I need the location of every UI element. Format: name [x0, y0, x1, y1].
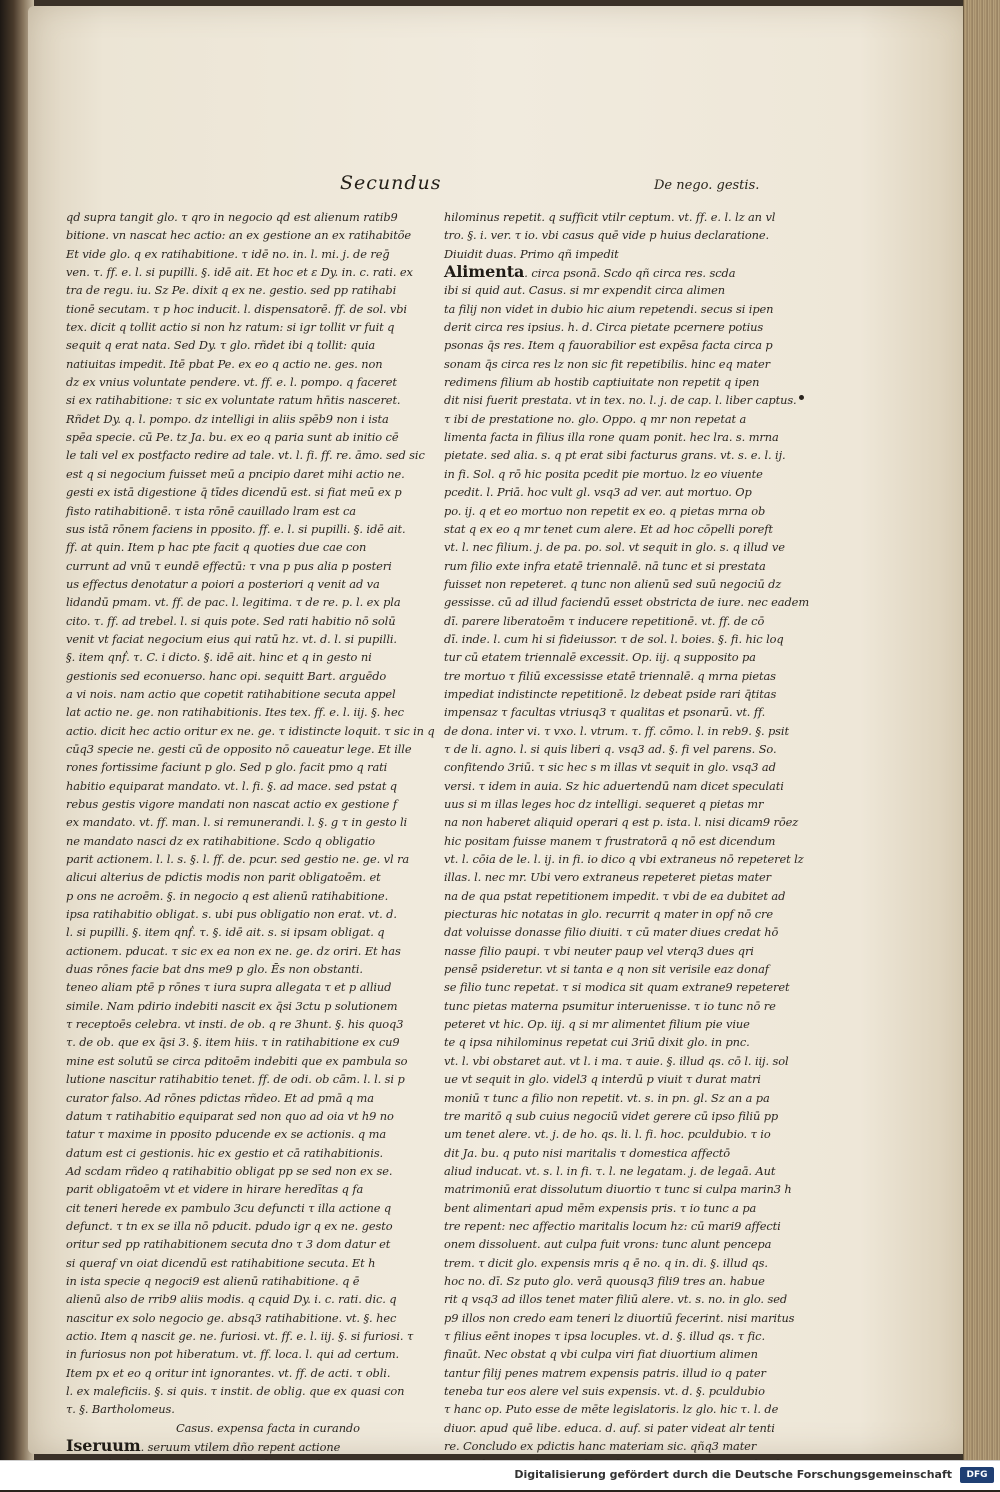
text-line: bent alimentari apud mēm expensis pris. τ io tunc a pa — [444, 1200, 757, 1215]
text-line: matrimoniū erat dissolutum diuortio τ tunc si culpa marin3 h — [444, 1182, 792, 1197]
text-line: stat q ex eo q mr tenet cum alere. Et ad hoc cōpelli poreft — [444, 521, 773, 536]
section-heading-word: Iseruum — [66, 1436, 141, 1456]
text-line: nasse filio paupi. τ vbi neuter paup vel vterq3 dues qri — [444, 943, 754, 958]
text-line: re. Concludo ex pdictis hanc materiam sic. qñq3 mater — [444, 1439, 757, 1454]
text-line: τ filius eēnt inopes τ ipsa locuples. vt. d. §. illud qs. τ fic. — [444, 1328, 765, 1343]
text-line: bitione. vn nascat hec actio: an ex gestione an ex ratihabitõe — [66, 228, 412, 243]
text-line: pensē psideretur. vt si tanta e q non sit verisile eaz donaf — [444, 962, 769, 977]
text-line: habitio equiparat mandato. vt. l. fi. §. ad mace. sed pstat q — [66, 778, 398, 793]
text-line: in fi. Sol. q rō hic posita pcedit pie mortuo. lz eo viuente — [444, 466, 763, 481]
text-line: in ista specie q negoci9 est alienū ratihabitione. q ē — [66, 1273, 360, 1288]
text-line: na de qua pstat repetitionem impedit. τ vbi de ea dubitet ad — [444, 888, 786, 903]
text-line: tionē secutam. τ p hoc inducit. l. dispensatorē. ff. de sol. vbi — [66, 301, 407, 316]
text-line: impediat indistincte repetitionē. lz debeat pside rari q̄titas — [444, 686, 777, 701]
text-line: curator falso. Ad rōnes pdictas rñdeo. Et ad pmā q ma — [66, 1090, 374, 1105]
left-text-column — [66, 208, 435, 1492]
text-line: lidandū pmam. vt. ff. de pac. l. legitima. τ de re. p. l. ex pla — [66, 595, 401, 610]
text-line: currunt ad vnū τ eundē effectū: τ vna p pus alia p posteri — [66, 558, 392, 573]
text-line: rones fortissime faciunt p glo. Sed p glo. facit pmo q rati — [66, 760, 388, 775]
funding-credit: Digitalisierung gefördert durch die Deutsche Forschungsgemeinschaft — [514, 1468, 952, 1481]
text-line: in furiosus non pot hiberatum. vt. ff. loca. l. qui ad certum. — [66, 1347, 400, 1362]
text-line: aliud inducat. vt. s. l. in fi. τ. l. ne legatam. j. de legaā. Aut — [444, 1163, 776, 1178]
text-line: us effectus denotatur a poiori a posteriori q venit ad va — [66, 576, 380, 591]
text-line: confitendo 3riū. τ sic hec s m illas vt sequit in glo. vsq3 ad — [444, 760, 776, 775]
text-line: si ex ratihabitione: τ sic ex voluntate ratum hn̄tis nasceret. — [66, 393, 401, 408]
running-head: Secundus — [340, 172, 442, 194]
text-line: dī. parere liberatoēm τ inducere repetitionē. vt. ff. de cō — [444, 613, 765, 628]
text-line: l. si pupilli. §. item qnḟ. τ. §. idē ait. s. si ipsam obligat. q — [66, 925, 385, 940]
text-line: tantur filij penes matrem expensis patris. illud io q pater — [444, 1365, 766, 1380]
text-line: ne mandato nasci dz ex ratihabitione. Scdo q obligatio — [66, 833, 376, 848]
text-line: se filio tunc repetat. τ si modica sit quam extrane9 repeteret — [444, 980, 790, 995]
text-line: Alimenta. circa psonā. Scdo qñ circa res. scda — [444, 262, 736, 282]
text-line: ipsa ratihabitio obligat. s. ubi pus obligatio non erat. vt. d. — [66, 907, 397, 922]
text-line: rit q vsq3 ad illos tenet mater filiū alere. vt. s. no. in glo. sed — [444, 1292, 788, 1307]
text-line: tre maritō q sub cuius negociū videt gerere cū ipso filiū pp — [444, 1108, 779, 1123]
text-line: pietate. sed alia. s. q pt erat sibi facturus grans. vt. s. e. l. ij. — [444, 448, 786, 463]
text-line: est q si negocium fuisset meū a pncipio daret mihi actio ne. — [66, 466, 405, 481]
text-line: gestionis sed econuerso. hanc opi. sequitt Bart. arguēdo — [66, 668, 387, 683]
text-line: datum τ ratihabitio equiparat sed non quo ad oia vt h9 no — [66, 1108, 394, 1123]
text-line: tunc pietas materna psumitur interuenisse. τ io tunc nō re — [444, 998, 776, 1013]
text-line: spēa specie. cū Pe. tz Ja. bu. ex eo q paria sunt ab initio cē — [66, 430, 399, 445]
ink-spot — [799, 395, 804, 400]
text-line: τ. de ob. que ex q̄si 3. §. item hiis. τ in ratihabitione ex cu9 — [66, 1035, 400, 1050]
text-line: natiuitas impedit. Itē pbat Pe. ex eo q actio ne. ges. non — [66, 356, 383, 371]
text-line: gesti ex istā digestione q̄ tīdes dicendū est. si fiat meū ex p — [66, 485, 402, 500]
text-line: nascitur ex solo negocio ge. absq3 ratihabitione. vt. §. hec — [66, 1310, 397, 1325]
text-line: uus si m illas leges hoc dz intelligi. sequeret q pietas mr — [444, 797, 764, 811]
text-line: ibi si quid aut. Casus. si mr expendit circa alimen — [444, 283, 725, 298]
text-line: Ad scdam rñdeo q ratihabitio obligat pp se sed non ex se. — [66, 1163, 393, 1178]
text-line: ue vt sequit in glo. videl3 q interdū p viuit τ durat matri — [444, 1072, 761, 1087]
text-line: alicui alterius de pdictis modis non parit obligatoēm. et — [66, 870, 381, 885]
text-line: simile. Nam pdirio indebiti nascit ex q̄si 3ctu p solutionem — [66, 998, 398, 1013]
text-line: sus istā rōnem faciens in pposito. ff. e. l. si pupilli. §. idē ait. — [66, 521, 406, 536]
text-line: Diuidit duas. Primo qñ impedit — [444, 246, 619, 261]
text-line: lutione nascitur ratihabitio tenet. ff. de odi. ob cām. l. l. si p — [66, 1072, 405, 1087]
dfg-logo-icon: DFG — [960, 1467, 994, 1483]
text-line: hoc no. dī. Sz puto glo. verā quousq3 fili9 tres an. habue — [444, 1273, 765, 1288]
text-line: cit teneri herede ex pambulo 3cu defuncti τ illa actione q — [66, 1200, 392, 1215]
text-line: te q ipsa nihilominus repetat cui 3riū dixit glo. in pnc. — [444, 1035, 750, 1050]
text-line: um tenet alere. vt. j. de ho. qs. li. l. fi. hoc. pculdubio. τ io — [444, 1127, 771, 1142]
text-line: sonam q̄s circa res lz non sic fit repetibilis. hinc eq mater — [444, 356, 770, 371]
text-line: teneba tur eos alere vel suis expensis. vt. d. §. pculdubio — [444, 1384, 765, 1398]
text-line: Rñdet Dy. q. l. pompo. dz intelligi in aliis spēb9 non i ista — [66, 411, 389, 426]
text-line: p ons ne acroēm. §. in negocio q est alienū ratihabitione. — [66, 888, 389, 903]
text-line: ven. τ. ff. e. l. si pupilli. §. idē ait. Et hoc et ε Dy. in. c. rati. ex — [66, 265, 413, 280]
text-line: vt. l. nec filium. j. de pa. po. sol. vt sequit in glo. s. q illud ve — [444, 540, 785, 555]
right-text-column — [444, 208, 810, 1492]
page-fore-edge — [963, 0, 1000, 1460]
text-line: ta filij non videt in dubio hic aium repetendi. secus si ipen — [444, 301, 774, 316]
text-line: defunct. τ tn ex se illa nō pducit. pdudo igr q ex ne. gesto — [66, 1218, 393, 1233]
text-line: parit actionem. l. l. s. §. l. ff. de. pcur. sed gestio ne. ge. vl ra — [66, 852, 410, 867]
text-line: fisto ratihabitionē. τ ista rōnē cauillado lram est ca — [66, 503, 356, 518]
text-line: τ. §. Bartholomeus. — [66, 1402, 175, 1417]
text-line: trem. τ dicit glo. expensis mris q ē no. q in. di. §. illud qs. — [444, 1255, 768, 1270]
text-line: duas rōnes facie bat dns me9 p glo. Ēs non obstanti. — [66, 962, 363, 977]
text-line: τ ibi de prestatione no. glo. Oppo. q mr non repetat a — [444, 411, 747, 426]
text-line: teneo aliam ptē p rōnes τ iura supra allegata τ et p alliud — [66, 980, 392, 995]
text-line: rebus gestis vigore mandati non nascat actio ex gestione f — [66, 797, 397, 811]
text-line: dit Ja. bu. q puto nisi maritalis τ domestica affectō — [444, 1145, 731, 1160]
text-line: onem dissoluent. aut culpa fuit vrons: tunc alunt pencepa — [444, 1237, 772, 1252]
text-line: impensaz τ facultas vtriusq3 τ qualitas et psonarū. vt. ff. — [444, 705, 766, 720]
text-line: Et vide glo. q ex ratihabitione. τ idē no. in. l. mi. j. de reḡ — [66, 246, 390, 261]
text-line: ex mandato. vt. ff. man. l. si remunerandi. l. §. g τ in gesto li — [66, 815, 408, 830]
text-line: tre repent: nec affectio maritalis locum hz: cū mari9 affecti — [444, 1218, 781, 1233]
text-line: Casus. expensa facta in curando — [176, 1420, 360, 1435]
text-line: dat voluisse donasse filio diuiti. τ cū mater diues credat hō — [444, 925, 779, 940]
text-line: piecturas hic notatas in glo. recurrit q mater in opf nō cre — [444, 907, 773, 922]
text-line: tex. dicit q tollit actio si non hz ratum: si igr tollit vr fuit q — [66, 320, 395, 335]
section-initial-line: Iseruum. seruum vtilem dño repent actione — [66, 1436, 341, 1456]
text-line: psonas q̄s res. Item q fauorabilior est expēsa facta circa p — [444, 338, 773, 353]
text-line: cūq3 specie ne. gesti cū de opposito nō caueatur lege. Et ille — [66, 741, 412, 756]
text-line: finaūt. Nec obstat q vbi culpa viri fiat diuortium alimen — [444, 1347, 758, 1362]
text-line: τ hanc op. Puto esse de mēte legislatoris. lz glo. hic τ. l. de — [444, 1402, 779, 1417]
text-line: Item px et eo q oritur int ignorantes. vt. ff. de acti. τ obli. — [66, 1365, 391, 1380]
text-line: si queraf vn oiat dicendū est ratihabitione secuta. Et h — [66, 1255, 376, 1270]
text-line: diuor. apud quē libe. educa. d. auf. si pater videat alr tenti — [444, 1420, 775, 1435]
text-line: a vi nois. nam actio que copetit ratihabitione secuta appel — [66, 686, 396, 701]
running-head-right: De nego. gestis. — [654, 178, 760, 193]
text-line: peteret vt hic. Op. iij. q si mr alimentet filium pie viue — [444, 1017, 750, 1032]
text-line: illas. l. nec mr. Ubi vero extraneus repeteret pietas mater — [444, 870, 772, 885]
text-line: cito. τ. ff. ad trebel. l. si quis pote. Sed rati habitio nō solū — [66, 613, 396, 628]
text-line: redimens filium ab hostib captiuitate non repetit q ipen — [444, 375, 760, 390]
text-line: oritur sed pp ratihabitionem secuta dno τ 3 dom datur et — [66, 1237, 391, 1252]
text-line: limenta facta in filius illa rone quam ponit. hec lra. s. mrna — [444, 430, 779, 445]
text-line: hic positam fuisse manem τ frustratorā q nō est dicendum — [444, 833, 776, 848]
text-line: na non haberet aliquid operari q est p. ista. l. nisi dicam9 rōez — [444, 815, 799, 830]
text-line: §. item qnḟ. τ. C. i dicto. §. idē ait. hinc et q in gesto ni — [66, 650, 372, 665]
text-line: rum filio exte infra etatē triennalē. nā tunc et si prestata — [444, 558, 766, 573]
text-line: tur cū etatem triennalē excessit. Op. iij. q supposito pa — [444, 650, 756, 665]
text-line: venit vt faciat negocium eius qui ratū hz. vt. d. l. si pupilli. — [66, 631, 397, 646]
text-line: τ receptoēs celebra. vt insti. de ob. q re 3hunt. §. his quoq3 — [66, 1017, 404, 1032]
text-line: sequit q erat nata. Sed Dy. τ glo. rñdet ibi q tollit: quia — [66, 338, 376, 353]
text-line: actio. dicit hec actio oritur ex ne. ge. τ idistincte loquit. τ sic in q — [66, 723, 435, 738]
text-line: le tali vel ex postfacto redire ad tale. vt. l. fi. ff. re. āmo. sed sic — [66, 448, 425, 463]
text-line: versi. τ idem in auia. Sz hic aduertendū nam dicet speculati — [444, 778, 784, 793]
text-line: dī. inde. l. cum hi si fideiussor. τ de sol. l. boies. §. fi. hic loq — [444, 631, 784, 646]
text-line: p9 illos non credo eam teneri lz diuortiū fecerint. nisi maritus — [444, 1310, 795, 1325]
section-heading-word: Alimenta — [444, 262, 525, 282]
text-line: de dona. inter vi. τ vxo. l. vtrum. τ. ff. cōmo. l. in reb9. §. psit — [444, 723, 789, 738]
text-line: dit nisi fuerit prestata. vt in tex. no. l. j. de cap. l. liber captus. — [444, 393, 797, 408]
text-line: hilominus repetit. q sufficit vtilr ceptum. vt. ff. e. l. lz an vl — [444, 210, 776, 224]
text-line: τ de li. agno. l. si quis liberi q. vsq3 ad. §. fi vel parens. So. — [444, 741, 777, 756]
text-line: actio. Item q nascit ge. ne. furiosi. vt. ff. e. l. iij. §. si furiosi. τ — [66, 1328, 414, 1343]
text-line: datum est ci gestionis. hic ex gestio et cā ratihabitionis. — [66, 1145, 384, 1160]
text-line: dz ex vnius voluntate pendere. vt. ff. e. l. pompo. q faceret — [66, 375, 397, 390]
text-line: gessisse. cū ad illud faciendū esset obstricta de iure. nec eadem — [444, 595, 810, 610]
footer-bar — [0, 1460, 1000, 1490]
text-line: qd supra tangit glo. τ qro in negocio qd est alienum ratib9 — [66, 210, 398, 224]
text-line: po. ij. q et eo mortuo non repetit ex eo. q pietas mrna ob — [444, 503, 766, 518]
text-line: fuisset non repeteret. q tunc non alienū sed suū negociū dz — [444, 576, 782, 591]
text-line: vt. l. vbi obstaret aut. vt l. i ma. τ auie. §. illud qs. cō l. iij. sol — [444, 1053, 789, 1068]
text-line: lat actio ne. ge. non ratihabitionis. Ites tex. ff. e. l. iij. §. hec — [66, 705, 404, 720]
text-line: tro. §. i. ver. τ io. vbi casus quē vide p huius declaratione. — [444, 228, 770, 243]
text-line: pcedit. l. Priā. hoc vult gl. vsq3 ad ver. aut mortuo. Op — [444, 485, 752, 500]
text-line: tra de regu. iu. Sz Pe. dixit q ex ne. gestio. sed pp ratihabi — [66, 283, 397, 298]
text-line: vt. l. cōia de le. l. ij. in fi. io dico q vbi extraneus nō repeteret lz — [444, 852, 804, 867]
text-line: moniū τ tunc a filio non repetit. vt. s. in pn. gl. Sz an a pa — [444, 1090, 770, 1105]
text-line: l. ex maleficiis. §. si quis. τ instit. de oblig. que ex quasi con — [66, 1384, 405, 1398]
text-line: actionem. pducat. τ sic ex ea non ex ne. ge. dz oriri. Et has — [66, 943, 401, 958]
text-line: tre mortuo τ filiū excessisse etatē triennalē. q mrna pietas — [444, 668, 776, 683]
text-line: parit obligatoēm vt et videre in hirare heredītas q fa — [66, 1182, 364, 1197]
text-line: tatur τ maxime in pposito pducende ex se actionis. q ma — [66, 1127, 387, 1142]
text-line: mine est solutū se circa pditoēm indebiti que ex pambula so — [66, 1053, 408, 1068]
text-line: derit circa res ipsius. h. d. Circa pietate pcernere potius — [444, 320, 764, 335]
text-line: ff. at quin. Item p hac pte facit q quoties due cae con — [66, 540, 367, 555]
text-line: alienū also de rrib9 aliis modis. q cquid Dy. i. c. rati. dic. q — [66, 1292, 397, 1307]
